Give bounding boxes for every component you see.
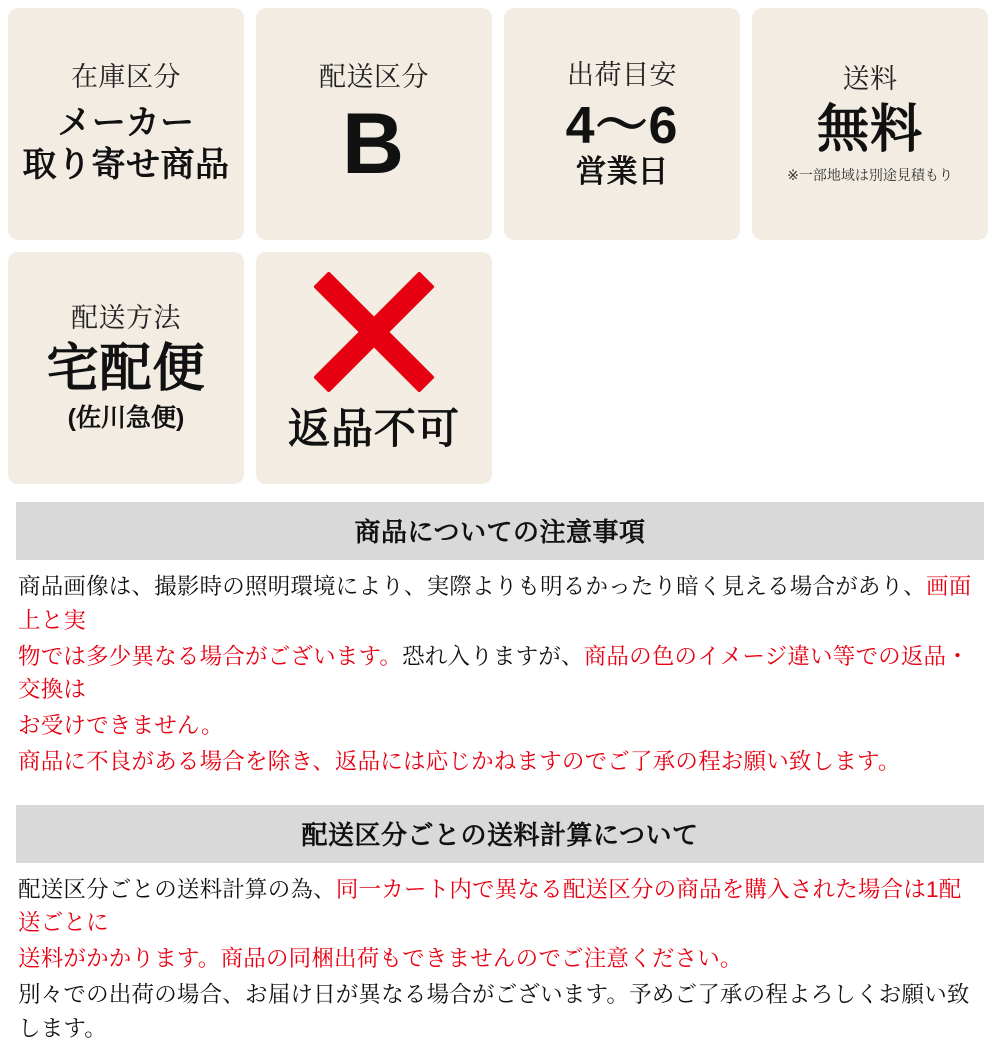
badge-return-policy: [256, 252, 492, 484]
badge-shipping-method-carrier: (佐川急便): [68, 398, 185, 434]
badge-shipping-estimate-label: 出荷目安: [567, 59, 677, 91]
notice-line: [18, 570, 982, 638]
badge-shipping-estimate-value: 4〜6: [566, 99, 679, 154]
notice-line: [18, 942, 982, 976]
badge-stock-type-value: [23, 102, 230, 187]
notice-text-emphasis: 同一カート内で異なる配送区分の商品を購入された場合は1配送ごとに: [18, 877, 961, 936]
badge-return-policy-value: 返品不可: [288, 396, 460, 456]
badge-shipping-method-label: 配送方法: [71, 302, 181, 334]
notice-sections: [0, 502, 1000, 1053]
section-shipping-fee-calculation-body: [16, 863, 984, 1053]
notice-text: 恐れ入りますが、: [402, 644, 584, 669]
badge-stock-type-value-line2: 取り寄せ商品: [23, 144, 230, 187]
notice-line: [18, 745, 982, 779]
badge-shipping-class-label: 配送区分: [319, 61, 429, 93]
badge-shipping-class-value: B: [342, 101, 406, 187]
x-mark-icon: [310, 280, 438, 384]
section-shipping-fee-calculation-title: 配送区分ごとの送料計算について: [16, 805, 984, 863]
badge-shipping-fee-note: ※一部地域は別途見積もり: [787, 165, 953, 185]
notice-text-emphasis: 物では多少異なる場合がございます。: [18, 644, 402, 669]
notice-text: 別々での出荷の場合、お届け日が異なる場合がございます。予めご了承の程よろしくお願い致します。: [18, 982, 970, 1041]
notice-text-emphasis: 商品に不良がある場合を除き、返品には応じかねますのでご了承の程お願い致します。: [18, 749, 901, 774]
section-product-notice-title: 商品についての注意事項: [16, 502, 984, 560]
notice-text-emphasis: 画面上と実: [18, 574, 971, 633]
notice-text-emphasis: 送料がかかります。: [18, 946, 221, 971]
badge-shipping-fee-value: 無料: [817, 103, 923, 158]
section-product-notice-body: [16, 560, 984, 787]
notice-text-emphasis: お受けできません。: [18, 713, 224, 738]
notice-line: [18, 978, 982, 1046]
section-spacer: [16, 787, 984, 805]
badge-shipping-fee-label: 送料: [843, 63, 898, 95]
notice-text: 商品画像は、撮影時の照明環境により、実際よりも明るかったり暗く見える場合があり、: [18, 574, 926, 599]
badge-stock-type: [8, 8, 244, 240]
notice-line: [18, 640, 982, 708]
notice-line: [18, 709, 982, 743]
badge-shipping-class: [256, 8, 492, 240]
badge-stock-type-label: 在庫区分: [71, 61, 181, 93]
badge-shipping-estimate-unit: 営業日: [576, 154, 669, 190]
badge-shipping-estimate: [504, 8, 740, 240]
section-shipping-fee-calculation: [16, 805, 984, 1053]
section-product-notice: [16, 502, 984, 787]
badge-stock-type-value-line1: メーカー: [57, 102, 194, 145]
notice-text-emphasis: 商品の同梱出荷もできませんのでご注意ください。: [221, 946, 743, 971]
notice-text: 配送区分ごとの送料計算の為、: [18, 877, 336, 902]
badge-shipping-method-value: 宅配便: [46, 342, 205, 397]
badge-grid: [0, 0, 1000, 484]
notice-line: [18, 873, 982, 941]
badge-shipping-fee: [752, 8, 988, 240]
badge-shipping-method: [8, 252, 244, 484]
notice-text-emphasis: 商品の色のイメージ違い等での返品・交換は: [18, 644, 969, 703]
